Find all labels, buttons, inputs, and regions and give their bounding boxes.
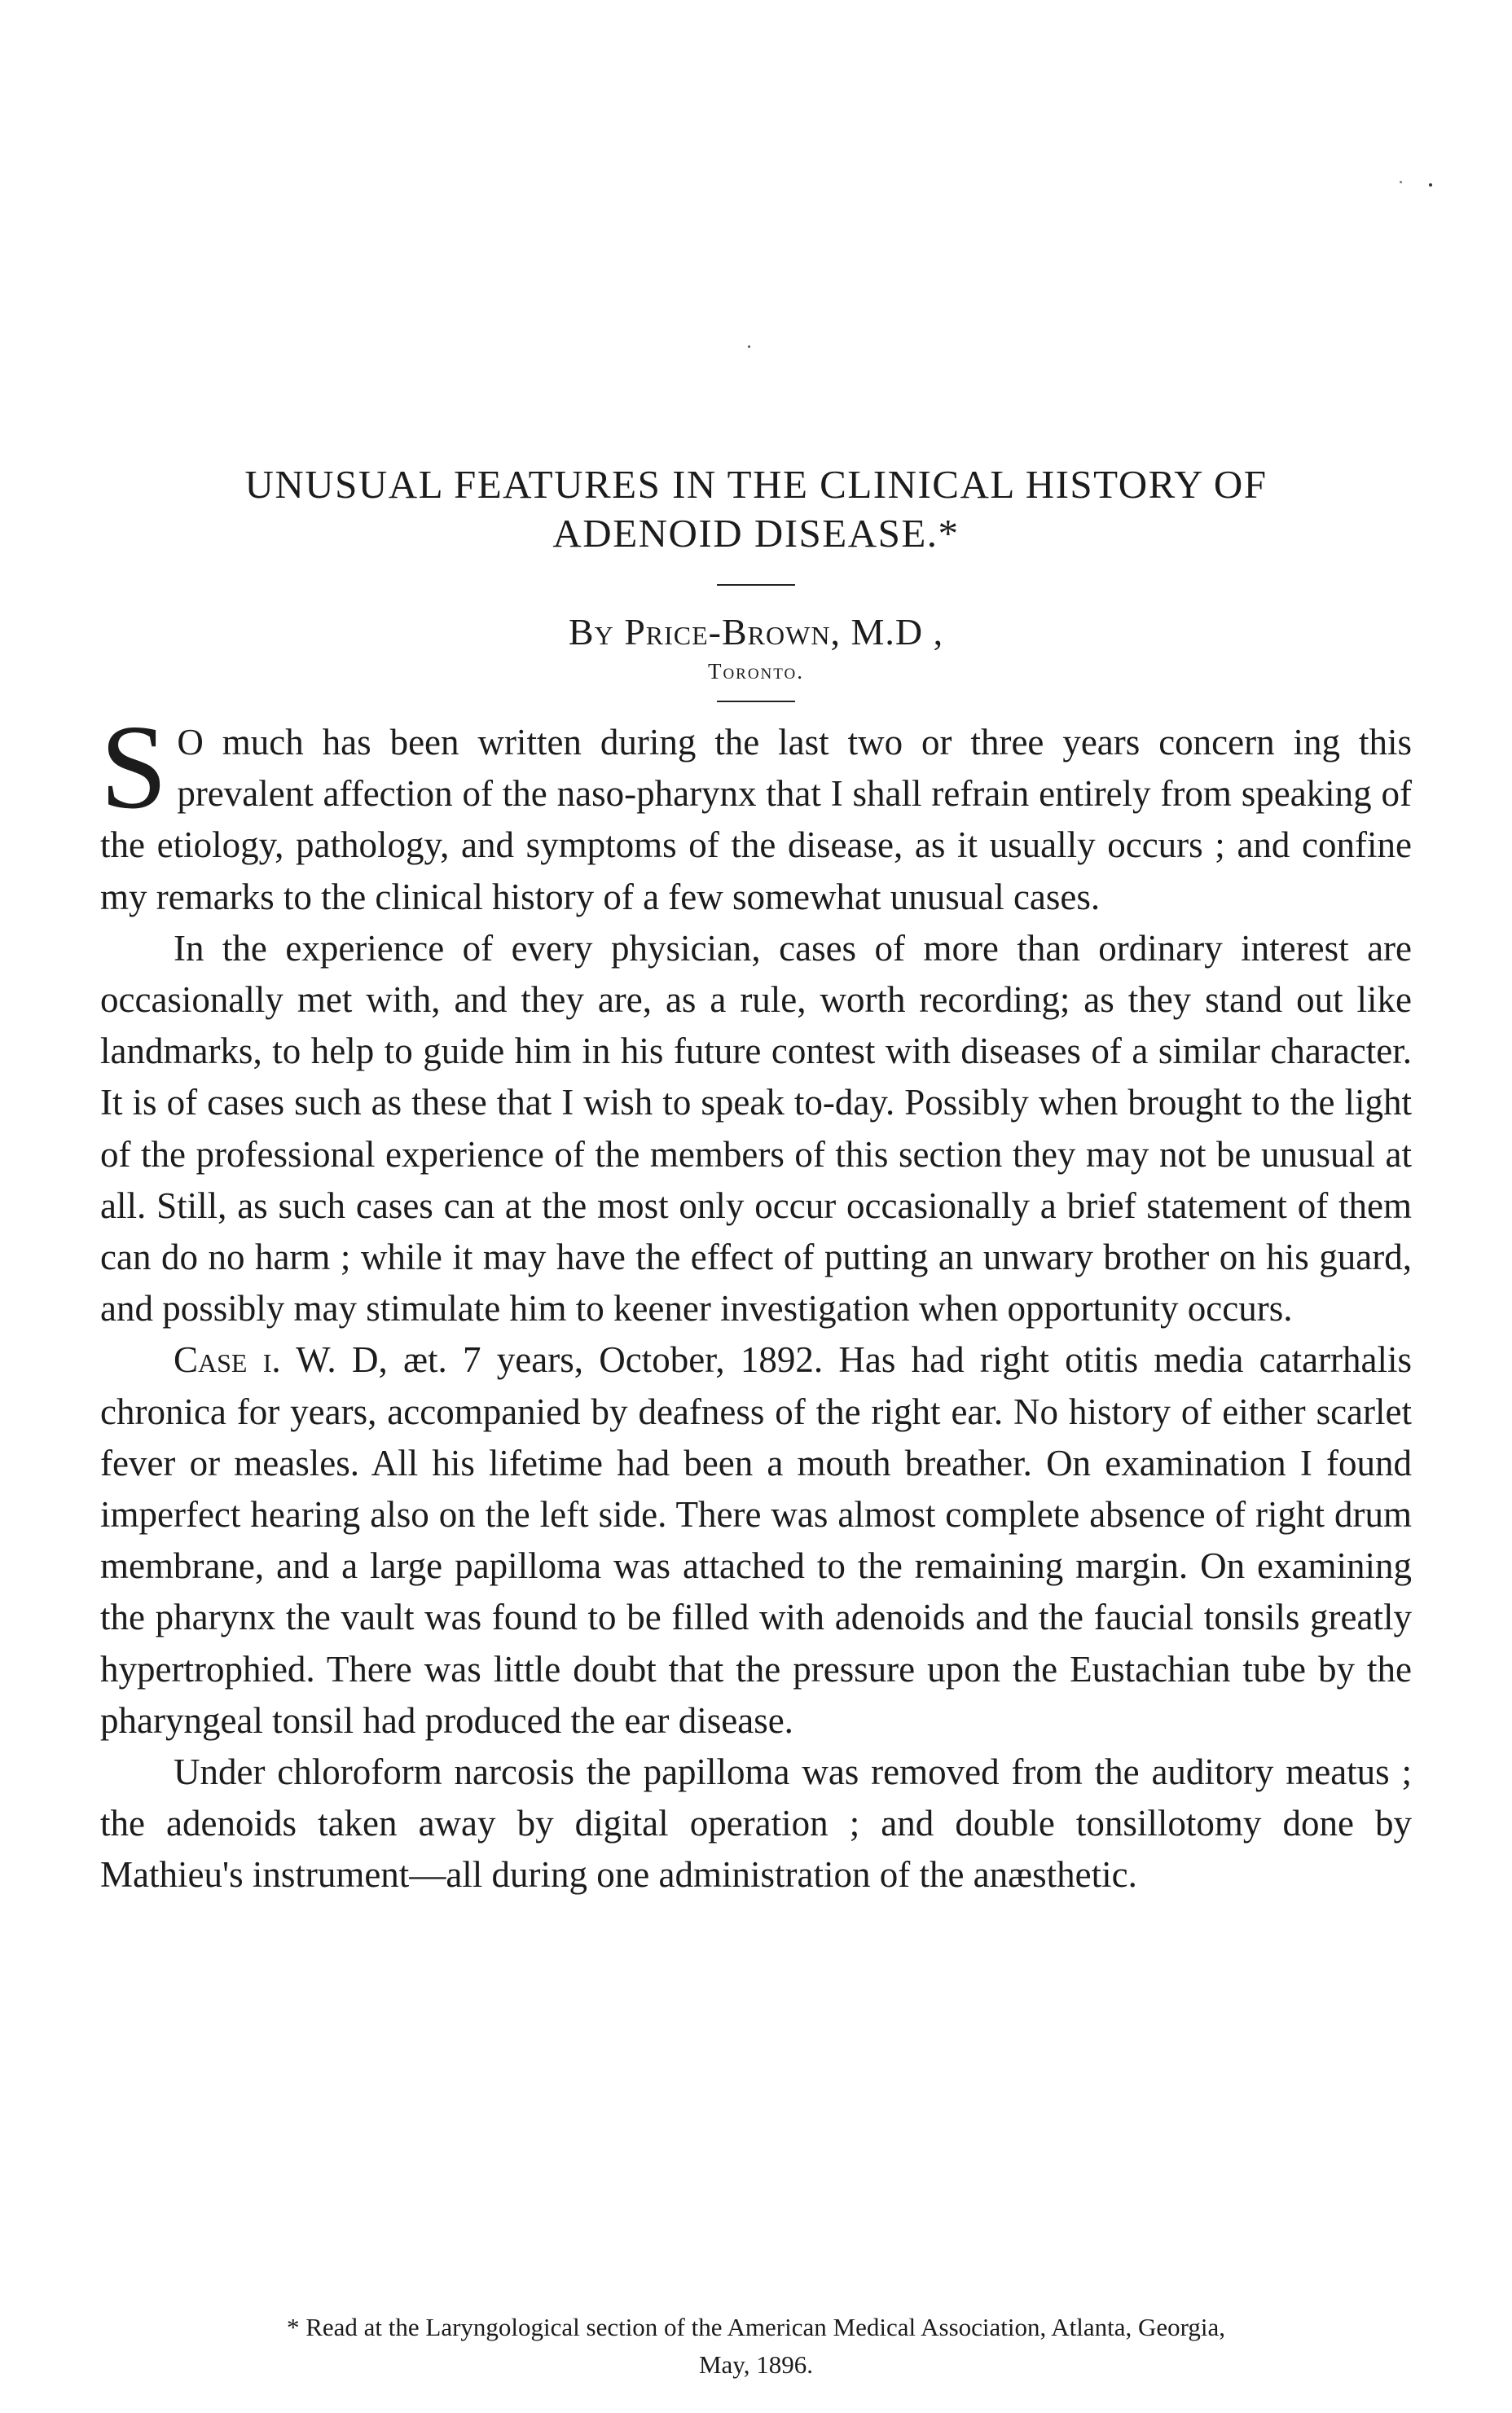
title-line-1: UNUSUAL FEATURES IN THE CLINICAL HISTORY OF [244,462,1268,507]
paragraph-treatment: Under chloroform narcosis the papilloma was removed from the auditory meatus ; the adenoids taken away by digital operation ; and double tonsillotomy done by Mathieu's instrument—all during one administration of the anæsthetic. [100,1752,1412,1896]
title-line-2: ADENOID DISEASE.* [552,511,960,556]
title-divider [717,584,795,586]
case-1-text: W. D, æt. 7 years, October, 1892. Has had right otitis media catarrhalis chronica for years, accompanied by deafness of the right ear. No history of either scarlet fever or measles. All his lifetime had been a mouth breather. On examination I found imperfect hearing also on the left side. There was almost complete absence of right drum membrane, and a large papilloma was attached to the remaining margin. On examining the pharynx the vault was found to be filled with adenoids and the faucial tonsils greatly hypertrophied. There was little doubt that the pressure upon the Eustachian tube by the pharyngeal tonsil had produced the ear disease. [100,1339,1412,1741]
author-byline: By Price-Brown, M.D , [568,611,944,653]
ink-speck [748,345,750,348]
paragraph-case-1 [100,1334,1412,1747]
author-location: Toronto. [707,659,805,683]
ink-speck [1400,181,1402,183]
article-title [98,460,1414,558]
paragraph-intro-text: O much has been written during the last two or three years concern ing this prevalent affection of the naso-pharynx that I shall refrain entirely from speaking of the etiology, pathology, and symptoms of the disease, as it usually occurs ; and confine my remarks to the clinical history of a few somewhat unusual cases. [100,722,1412,917]
footnote-line-1: * Read at the Laryngological section of the American Medical Association, Atlanta, Georgia, [286,2313,1226,2341]
ink-speck [1429,183,1432,187]
paragraph-intro [100,701,1412,923]
case-label: Case i. [174,1339,281,1381]
drop-cap: S [100,701,168,834]
footnote [122,2309,1390,2384]
byline-divider [717,701,795,702]
article-body [100,701,1412,1901]
paragraph-experience: In the experience of every physician, cases of more than ordinary interest are occasionally met with, and they are, as a rule, worth recording; as they stand out like landmarks, to help to guide him in his future contest with diseases of a similar character. It is of cases such as these that I wish to speak to-day. Possibly when brought to the light of the professional experience of the members of this section they may not be unusual at all. Still, as such cases can at the most only occur occasionally a brief statement of them can do no harm ; while it may have the effect of putting an unwary brother on his guard, and possibly may stimulate him to keener investigation when opportunity occurs. [100,927,1412,1330]
footnote-line-2: May, 1896. [698,2350,814,2379]
